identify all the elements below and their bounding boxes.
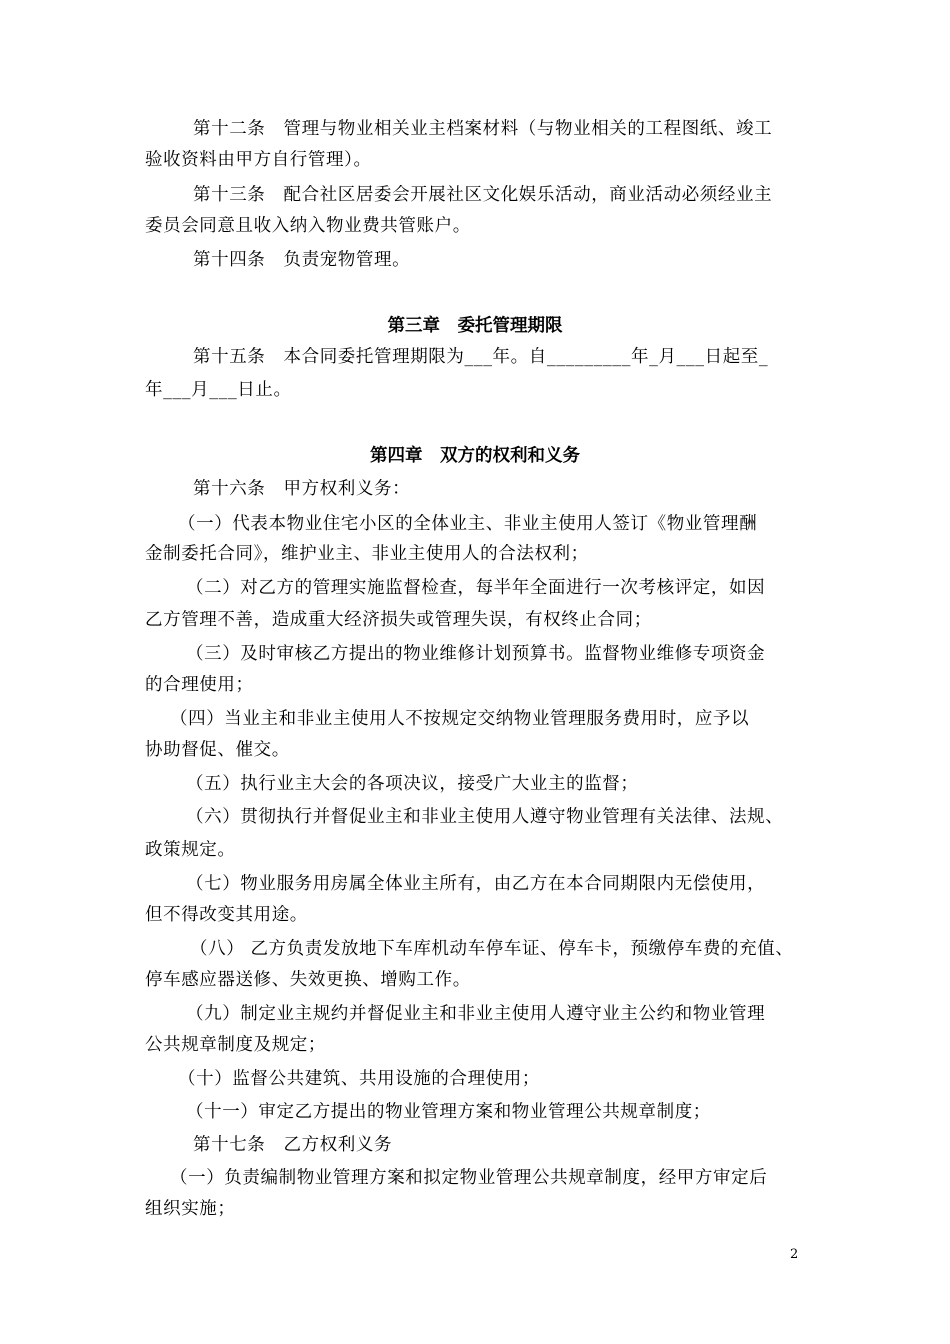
text-line: 的合理使用； xyxy=(145,675,254,695)
text-line: （四）当业主和非业主使用人不按规定交纳物业管理服务费用时，应予以 xyxy=(170,709,750,729)
text-line: 乙方管理不善，造成重大经济损失或管理失误，有权终止合同； xyxy=(145,610,652,630)
text-line: （十一）审定乙方提出的物业管理方案和物业管理公共规章制度； xyxy=(186,1102,711,1122)
text-line: （八） 乙方负责发放地下车库机动车停车证、停车卡，预缴停车费的充值、 xyxy=(190,939,794,959)
text-line: （一）负责编制物业管理方案和拟定物业管理公共规章制度，经甲方审定后 xyxy=(170,1168,768,1188)
text-line: （十）监督公共建筑、共用设施的合理使用； xyxy=(178,1069,540,1089)
text-line: （六）贯彻执行并督促业主和非业主使用人遵守物业管理有关法律、法规、 xyxy=(186,807,784,827)
text-line: 公共规章制度及规定； xyxy=(145,1035,326,1055)
chapter-heading: 第三章 委托管理期限 xyxy=(387,316,563,336)
text-line: 第十二条 管理与物业相关业主档案材料（与物业相关的工程图纸、竣工 xyxy=(193,119,773,139)
text-line: 但不得改变其用途。 xyxy=(145,905,308,925)
text-line: 组织实施； xyxy=(145,1199,236,1219)
text-line: 协助督促、催交。 xyxy=(145,740,290,760)
text-line: （三）及时审核乙方提出的物业维修计划预算书。监督物业维修专项资金 xyxy=(186,644,766,664)
text-line: （七）物业服务用房属全体业主所有，由乙方在本合同期限内无偿使用， xyxy=(186,874,766,894)
text-line: 第十五条 本合同委托管理期限为___年。自_________年_月___日起至_ xyxy=(193,347,769,367)
text-line: （二）对乙方的管理实施监督检查，每半年全面进行一次考核评定，如因 xyxy=(186,578,766,598)
text-line: 第十六条 甲方权利义务： xyxy=(193,479,411,499)
text-line: 委员会同意且收入纳入物业费共管账户。 xyxy=(145,216,471,236)
text-line: （九）制定业主规约并督促业主和非业主使用人遵守业主公约和物业管理 xyxy=(186,1004,766,1024)
text-line: 停车感应器送修、失效更换、增购工作。 xyxy=(145,970,471,990)
page-number: 2 xyxy=(790,1247,799,1262)
text-line: 第十四条 负责宠物管理。 xyxy=(193,250,411,270)
chapter-heading: 第四章 双方的权利和义务 xyxy=(370,446,580,466)
text-line: （五）执行业主大会的各项决议，接受广大业主的监督； xyxy=(186,774,639,794)
text-line: （一）代表本物业住宅小区的全体业主、非业主使用人签订《物业管理酬 xyxy=(178,514,758,534)
text-line: 第十七条 乙方权利义务 xyxy=(193,1135,393,1155)
text-line: 验收资料由甲方自行管理）。 xyxy=(145,150,372,170)
text-line: 政策规定。 xyxy=(145,840,236,860)
text-line: 金制委托合同》，维护业主、非业主使用人的合法权利； xyxy=(145,544,589,564)
text-line: 年___月___日止。 xyxy=(145,380,292,400)
text-line: 第十三条 配合社区居委会开展社区文化娱乐活动，商业活动必须经业主 xyxy=(193,185,773,205)
